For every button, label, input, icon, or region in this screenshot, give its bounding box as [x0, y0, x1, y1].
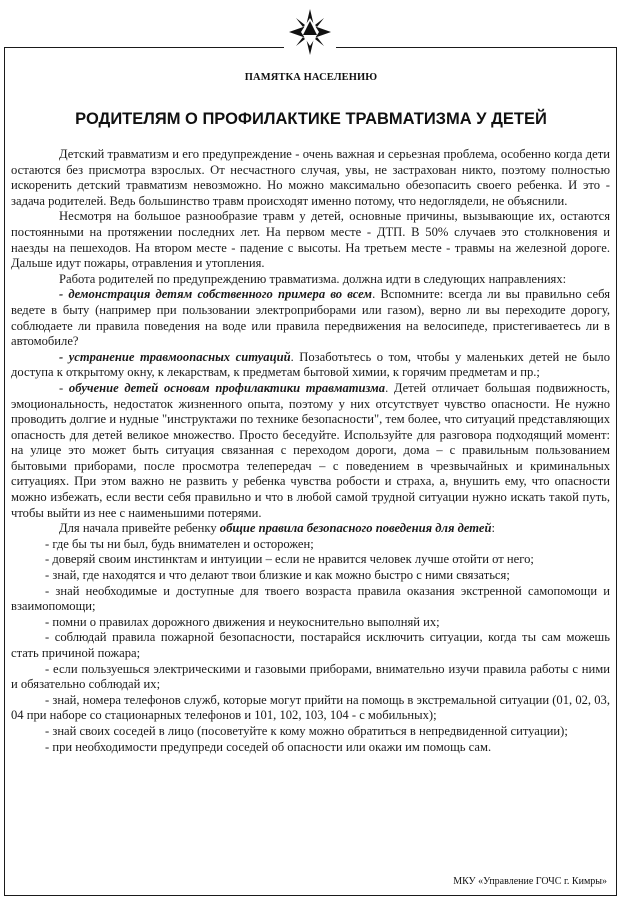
rules-intro-text: Для начала привейте ребенку	[59, 521, 220, 536]
rule-item: - соблюдай правила пожарной безопасности, постарайся исключить ситуации, когда ты сам можешь стать причиной пожара;	[11, 630, 610, 660]
direction-training-text: . Детей отличает большая подвижность, эмоциональность, недостаток жизненного опыта, поэтому у них отсутствует чувство опасности. Не нужно проводить долгие и нудные "инструктажи по технике безопасности", тем более, что ситуаций представляющих опасность для детей великое множество. Просто беседуйте. Используйте для разговора подходящий момент: на улице это может быть ситуация связанная с переходом дороги, дома – с правильным пользованием бытовыми приборами, после просмотра телепередач – с поведением в чрезвычайных и криминальных ситуациях. При этом важно не развить у ребенка чувства робости и страха, а, внушить ему, что опасности можно избежать, если вести себя правильно и что в любой самой трудной ситуации нужно искать такой путь, чтобы выйти из нее с наименьшими потерями.	[11, 380, 611, 520]
direction-hazards-heading: - устранение травмоопасных ситуаций	[59, 349, 291, 364]
rule-item: - если пользуешься электрическими и газовыми приборами, внимательно изучи правила работы с ними и обязательно соблюдай их;	[11, 661, 610, 692]
direction-example-text: . Вспомните: всегда ли вы правильно себя ведете в быту (например при пользовании электроприборами или газом), верно ли вы переходите дорогу, соблюдаете ли правила поведения на воде или правила передвижения на велосипеде, пристегиваетесь ли в автомобиле?	[11, 287, 610, 349]
direction-training-heading: обучение детей основам профилактики травматизма	[68, 380, 386, 395]
rules-intro-colon: :	[491, 521, 496, 536]
paragraph-causes: Несмотря на большое разнообразие травм у детей, основные причины, вызывающие их, остаются постоянными на протяжении последних лет. На первом месте - ДТП. В 50% случаев это столкновения и наезды на пешеходов. На втором месте - падение с высоты. На третьем месте - травмы на железной дороге. Дальше идут пожары, отравления и утопления.	[11, 209, 610, 271]
rule-item: - доверяй своим инстинктам и интуиции – если не нравится человек лучше отойти от него;	[45, 552, 534, 567]
rule-item: - при необходимости предупреди соседей об опасности или окажи им помощь сам.	[45, 739, 492, 754]
rule-item: - знай своих соседей в лицо (посоветуйте к кому можно обратиться в непредвиденной ситуации);	[45, 723, 568, 738]
signature: МКУ «Управление ГОЧС г. Кимры»	[453, 876, 607, 887]
direction-hazards	[11, 350, 610, 381]
direction-training-dash: -	[59, 380, 69, 395]
rule-item: - знай, номера телефонов служб, которые могут прийти на помощь в экстремальной ситуации (01, 02, 03, 04 при наборе со стационарных телефонов и 101, 102, 103, 104 - с мобильных);	[11, 692, 610, 723]
rules-intro	[11, 521, 610, 537]
paragraph-directions: Работа родителей по предупреждению травматизма. должна идти в следующих направлениях:	[59, 271, 567, 286]
direction-hazards-text: . Позаботьтесь о том, чтобы у маленьких детей не было доступа к открытому окну, к лекарствам, к предметам бытовой химии, к горячим предметам и пр.;	[11, 349, 610, 380]
direction-example	[11, 287, 610, 349]
memo-subtitle: ПАМЯТКА НАСЕЛЕНИЮ	[244, 72, 378, 83]
rules-intro-heading: общие правила безопасного поведения для детей	[219, 521, 492, 536]
memo-body	[11, 147, 610, 755]
mchs-star-emblem-icon	[284, 6, 336, 58]
rule-item: - где бы ты ни был, будь внимателен и осторожен;	[45, 536, 314, 551]
rule-item: - знай, где находятся и что делают твои близкие и как можно быстро с ними связаться;	[45, 568, 510, 583]
rule-item: - помни о правилах дорожного движения и неукоснительно выполняй их;	[45, 614, 440, 629]
direction-training	[11, 381, 610, 521]
direction-example-heading: - демонстрация детям собственного примера во всем	[59, 287, 373, 302]
rule-item: - знай необходимые и доступные для твоего возраста правила оказания экстренной самопомощи и взаимопомощи;	[11, 583, 610, 614]
paragraph-intro: Детский травматизм и его предупреждение - очень важная и серьезная проблема, особенно когда дети остаются без присмотра взрослых. От несчастного случая, увы, не застрахован никто, поэтому полностью искоренить детский травматизм невозможно. Но можно максимально обезопасить своего ребенка. И это - задача родителей. Ведь большинство травм происходят именно потому, что недоглядели, не объяснили.	[11, 147, 610, 208]
memo-title: РОДИТЕЛЯМ О ПРОФИЛАКТИКЕ ТРАВМАТИЗМА У ДЕТЕЙ	[75, 110, 547, 128]
